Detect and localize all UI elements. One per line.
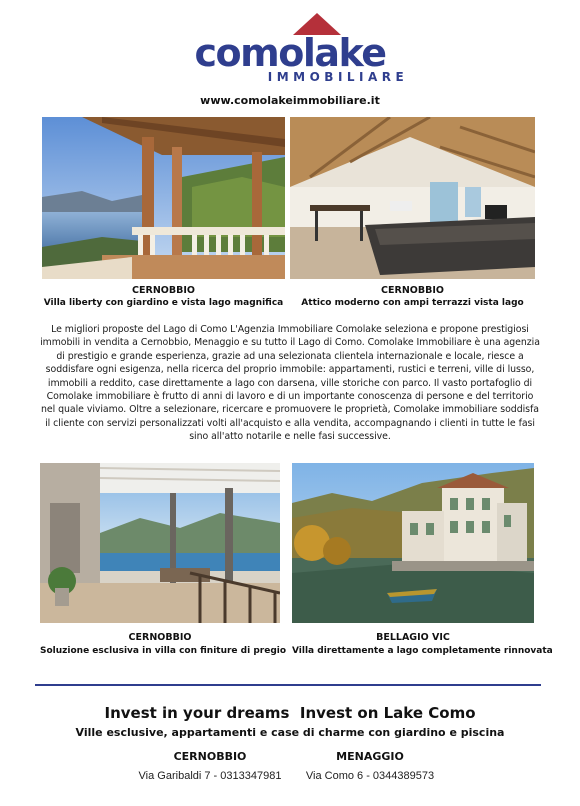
office-2-address: Via Como 6 - 0344389573 (305, 770, 435, 782)
office-1-address: Via Garibaldi 7 - 0313347981 (138, 770, 282, 782)
footer-divider (35, 684, 541, 686)
footer-tagline: Invest in your dreams Invest on Lake Como (104, 704, 476, 722)
listing-2-description: Attico moderno con ampi terrazzi vista lago (301, 298, 524, 308)
listing-2-city: CERNOBBIO (381, 285, 444, 296)
modern-attic-living-room-photo (290, 117, 535, 279)
listing-3-city: CERNOBBIO (128, 632, 192, 643)
terrace-lake-view-photo (42, 117, 285, 279)
website-link[interactable]: www.comolakeimmobiliare.it (200, 94, 380, 107)
office-1-city: CERNOBBIO (173, 750, 247, 763)
office-2-city: MENAGGIO (336, 750, 404, 763)
lakeside-villa-photo (292, 463, 534, 623)
listing-4-city: BELLAGIO VIC (376, 632, 450, 643)
brand-logo-subtitle: IMMOBILIARE (267, 70, 409, 84)
brand-logo-name: comolake (194, 31, 386, 75)
listing-3-description: Soluzione esclusiva in villa con finiture di pregio (40, 646, 287, 656)
listing-4-description: Villa direttamente a lago completamente rinnovata (292, 646, 553, 656)
listing-1-city: CERNOBBIO (132, 285, 195, 296)
listing-1-description: Villa liberty con giardino e vista lago magnifica (43, 298, 284, 308)
footer-subline: Ville esclusive, appartamenti e case di charme con giardino e piscina (75, 726, 505, 739)
intro-paragraph: Le migliori proposte del Lago di Como L'Agenzia Immobiliare Comolake seleziona e propone prestigiosi immobili in vendita a Cernobbio, Menaggio e su tutto il Lago di Como. Comolake Immobiliare è una agenzia di prestigio e grande esperienza, grazie ad una selezionata clientela internazionale e locale, riesce a soddisfare ogni esigenza, nella ricerca del proprio immobile: appartamenti, rustici e terreni, ville di lusso, immobili a reddito, case direttamente a lago con darsena, ville storiche con parco. Il vasto portafoglio di Comolake immobiliare è frutto di anni di lavoro e di un importante conoscenza di persone e del territorio nel quale viviamo. Oltre a selezionare, ricercare e promuovere le proprietà, Comolake immobiliare soddisfa il cliente con servizi personalizzati volti all'acquisto e alla vendita, accompagnando i clienti in tutte le fasi sino all'atto notarile e nelle fasi successive. (40, 324, 540, 443)
covered-terrace-lake-photo (40, 463, 280, 623)
